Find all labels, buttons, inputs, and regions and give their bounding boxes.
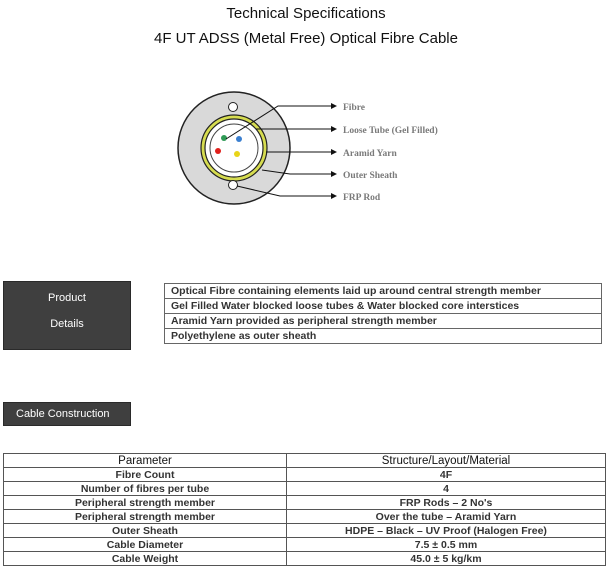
detail-text: Polyethylene as outer sheath — [165, 329, 602, 344]
parameter-cell: Outer Sheath — [4, 524, 287, 538]
table-row — [4, 552, 606, 566]
column-header: Structure/Layout/Material — [287, 454, 606, 468]
cable-construction-label-box: Cable Construction — [3, 402, 131, 426]
list-item — [165, 299, 602, 314]
label-frp-rod: FRP Rod — [343, 193, 381, 203]
value-cell: FRP Rods – 2 No's — [287, 496, 606, 510]
table-row — [4, 538, 606, 552]
table-row — [4, 524, 606, 538]
specifications-table — [3, 453, 606, 566]
value-cell: 4F — [287, 468, 606, 482]
value-cell: 45.0 ± 5 kg/km — [287, 552, 606, 566]
fibre-green — [221, 135, 227, 141]
product-details-list — [164, 283, 602, 344]
fibre-red — [215, 148, 221, 154]
table-row — [4, 510, 606, 524]
table-row — [4, 482, 606, 496]
frp-rod-bottom — [229, 181, 238, 190]
column-header: Parameter — [4, 454, 287, 468]
list-item — [165, 284, 602, 299]
page-subtitle: 4F UT ADSS (Metal Free) Optical Fibre Cable — [154, 30, 458, 47]
detail-text: Gel Filled Water blocked loose tubes & Water blocked core interstices — [165, 299, 602, 314]
table-header-row — [4, 454, 606, 468]
table-row — [4, 496, 606, 510]
cable-cross-section-diagram — [0, 0, 612, 260]
detail-text: Optical Fibre containing elements laid up around central strength member — [165, 284, 602, 299]
product-details-label-box — [3, 281, 131, 350]
value-cell: 7.5 ± 0.5 mm — [287, 538, 606, 552]
value-cell: Over the tube – Aramid Yarn — [287, 510, 606, 524]
parameter-cell: Cable Weight — [4, 552, 287, 566]
parameter-cell: Peripheral strength member — [4, 496, 287, 510]
details-label: Details — [50, 318, 84, 330]
label-fibre: Fibre — [343, 103, 365, 113]
label-loose-tube: Loose Tube (Gel Filled) — [343, 126, 438, 136]
loose-tube-inner — [210, 124, 258, 172]
product-label: Product — [48, 292, 86, 304]
parameter-cell: Number of fibres per tube — [4, 482, 287, 496]
list-item — [165, 314, 602, 329]
list-item — [165, 329, 602, 344]
parameter-cell: Peripheral strength member — [4, 510, 287, 524]
value-cell: 4 — [287, 482, 606, 496]
value-cell: HDPE – Black – UV Proof (Halogen Free) — [287, 524, 606, 538]
page-title: Technical Specifications — [226, 5, 386, 22]
table-row — [4, 468, 606, 482]
label-outer-sheath: Outer Sheath — [343, 171, 398, 181]
frp-rod-top — [229, 103, 238, 112]
parameter-cell: Fibre Count — [4, 468, 287, 482]
fibre-yellow — [234, 151, 240, 157]
detail-text: Aramid Yarn provided as peripheral strength member — [165, 314, 602, 329]
fibre-blue — [236, 136, 242, 142]
parameter-cell: Cable Diameter — [4, 538, 287, 552]
label-aramid-yarn: Aramid Yarn — [343, 149, 397, 159]
